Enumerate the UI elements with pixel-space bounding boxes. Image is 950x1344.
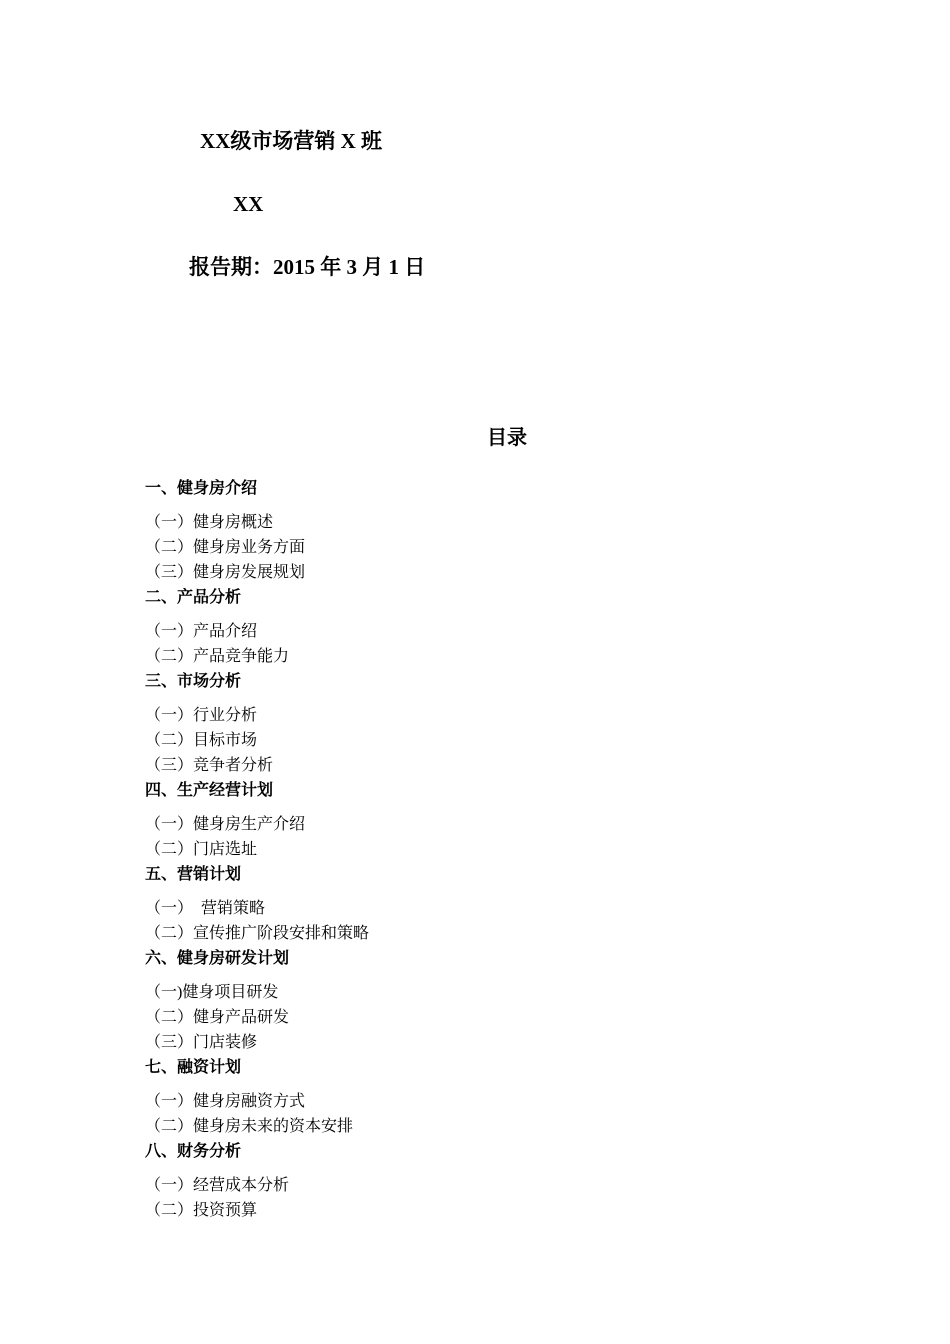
toc-item: （一）经营成本分析 [145, 1177, 290, 1194]
toc-title: 目录 [487, 427, 527, 449]
cover-class-line: XX级市场营销 X 班 [200, 129, 382, 153]
toc-item: （二）目标市场 [145, 732, 258, 749]
cover-name-line: XX [233, 192, 264, 216]
toc-item: （二）产品竞争能力 [145, 648, 290, 665]
toc-section [145, 1139, 845, 1223]
toc-item: （一)健身项目研发 [145, 984, 279, 1001]
toc-section [145, 862, 845, 946]
table-of-contents [145, 476, 845, 1223]
toc-section [145, 669, 845, 778]
toc-section-heading: 八、财务分析 [145, 1143, 242, 1160]
toc-item: （二）宣传推广阶段安排和策略 [145, 925, 370, 942]
toc-item: （一）健身房概述 [145, 514, 274, 531]
toc-item: （一） 营销策略 [145, 900, 266, 917]
toc-item: （一）健身房生产介绍 [145, 816, 306, 833]
toc-item: （二）健身产品研发 [145, 1009, 290, 1026]
toc-item: （三）竞争者分析 [145, 757, 274, 774]
toc-section-heading: 五、营销计划 [145, 866, 242, 883]
toc-item: （一）产品介绍 [145, 623, 258, 640]
toc-item: （三）门店装修 [145, 1034, 258, 1051]
toc-item: （二）健身房业务方面 [145, 539, 306, 556]
toc-section [145, 946, 845, 1055]
toc-section [145, 1055, 845, 1139]
toc-item: （二）健身房未来的资本安排 [145, 1118, 354, 1135]
toc-item: （二）投资预算 [145, 1202, 258, 1219]
toc-section [145, 476, 845, 585]
toc-section-heading: 二、产品分析 [145, 589, 242, 606]
toc-section-heading: 四、生产经营计划 [145, 782, 274, 799]
toc-section-heading: 一、健身房介绍 [145, 480, 258, 497]
toc-item: （二）门店选址 [145, 841, 258, 858]
toc-section-heading: 三、市场分析 [145, 673, 242, 690]
toc-section-heading: 七、融资计划 [145, 1059, 242, 1076]
toc-item: （三）健身房发展规划 [145, 564, 306, 581]
toc-section [145, 778, 845, 862]
toc-item: （一）行业分析 [145, 707, 258, 724]
toc-item: （一）健身房融资方式 [145, 1093, 306, 1110]
cover-date-line: 报告期：2015 年 3 月 1 日 [189, 255, 426, 279]
toc-section-heading: 六、健身房研发计划 [145, 950, 290, 967]
toc-section [145, 585, 845, 669]
